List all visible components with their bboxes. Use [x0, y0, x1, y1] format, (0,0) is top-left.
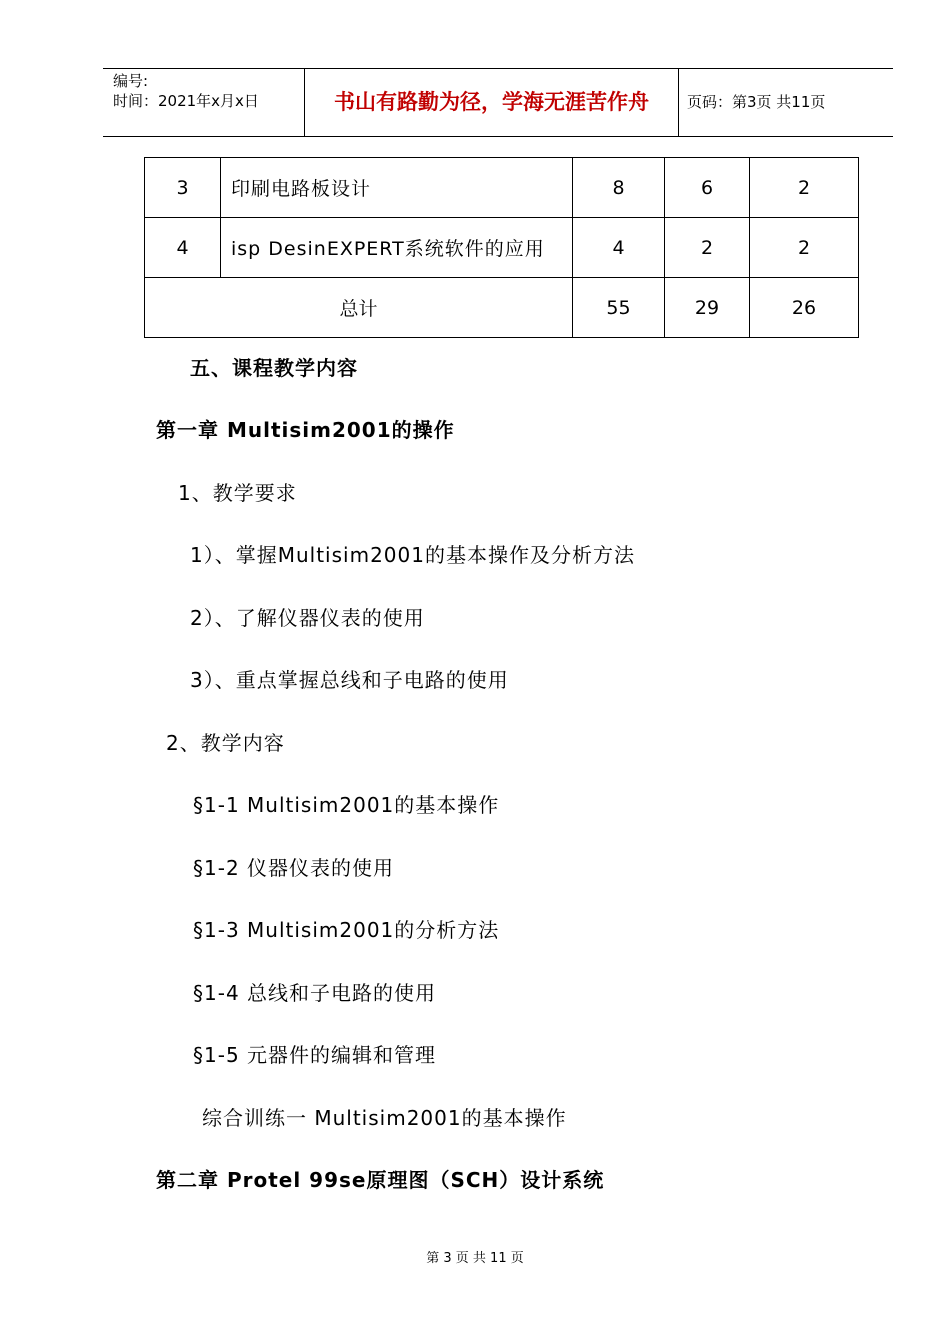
training-item: 综合训练一 Multisim2001的基本操作 — [202, 1106, 567, 1130]
motto-text: 书山有路勤为径，学海无涯苦作舟 — [305, 69, 679, 136]
row-name: 印刷电路板设计 — [221, 158, 573, 218]
row-theory: 6 — [665, 158, 750, 218]
page-count-label: 页码：第3页 共11页 — [687, 93, 826, 111]
content-title: 2、教学内容 — [166, 731, 285, 755]
sum-total: 55 — [573, 278, 665, 338]
requirement-item: 2）、了解仪器仪表的使用 — [190, 606, 425, 630]
time-label: 时间：2021年x月x日 — [113, 92, 259, 110]
content-item: §1-1 Multisim2001的基本操作 — [193, 793, 500, 817]
row-name: isp DesinEXPERT系统软件的应用 — [221, 218, 573, 278]
row-theory: 2 — [665, 218, 750, 278]
table-row — [145, 158, 859, 218]
row-number: 3 — [145, 158, 221, 218]
requirements-title: 1、教学要求 — [178, 481, 297, 505]
content-item: §1-3 Multisim2001的分析方法 — [193, 918, 500, 942]
chapter1-title: 第一章 Multisim2001的操作 — [156, 418, 455, 442]
course-hours-table — [144, 157, 859, 338]
row-number: 4 — [145, 218, 221, 278]
section-title: 五、课程教学内容 — [190, 356, 358, 380]
sum-label: 总计 — [145, 278, 573, 338]
requirement-item: 3）、重点掌握总线和子电路的使用 — [190, 668, 509, 692]
sum-theory: 29 — [665, 278, 750, 338]
header-info — [103, 69, 305, 136]
table-sum-row — [145, 278, 859, 338]
content-item: §1-2 仪器仪表的使用 — [193, 856, 395, 880]
page-footer: 第 3 页 共 11 页 — [426, 1251, 524, 1266]
content-item: §1-4 总线和子电路的使用 — [193, 981, 437, 1005]
row-practice: 2 — [750, 158, 859, 218]
chapter2-title: 第二章 Protel 99se原理图（SCH）设计系统 — [156, 1168, 605, 1192]
page-header — [103, 68, 893, 137]
number-label: 编号: — [113, 72, 149, 90]
row-total: 4 — [573, 218, 665, 278]
table-row — [145, 218, 859, 278]
requirement-item: 1）、掌握Multisim2001的基本操作及分析方法 — [190, 543, 635, 567]
sum-practice: 26 — [750, 278, 859, 338]
content-item: §1-5 元器件的编辑和管理 — [193, 1043, 437, 1067]
row-total: 8 — [573, 158, 665, 218]
row-practice: 2 — [750, 218, 859, 278]
